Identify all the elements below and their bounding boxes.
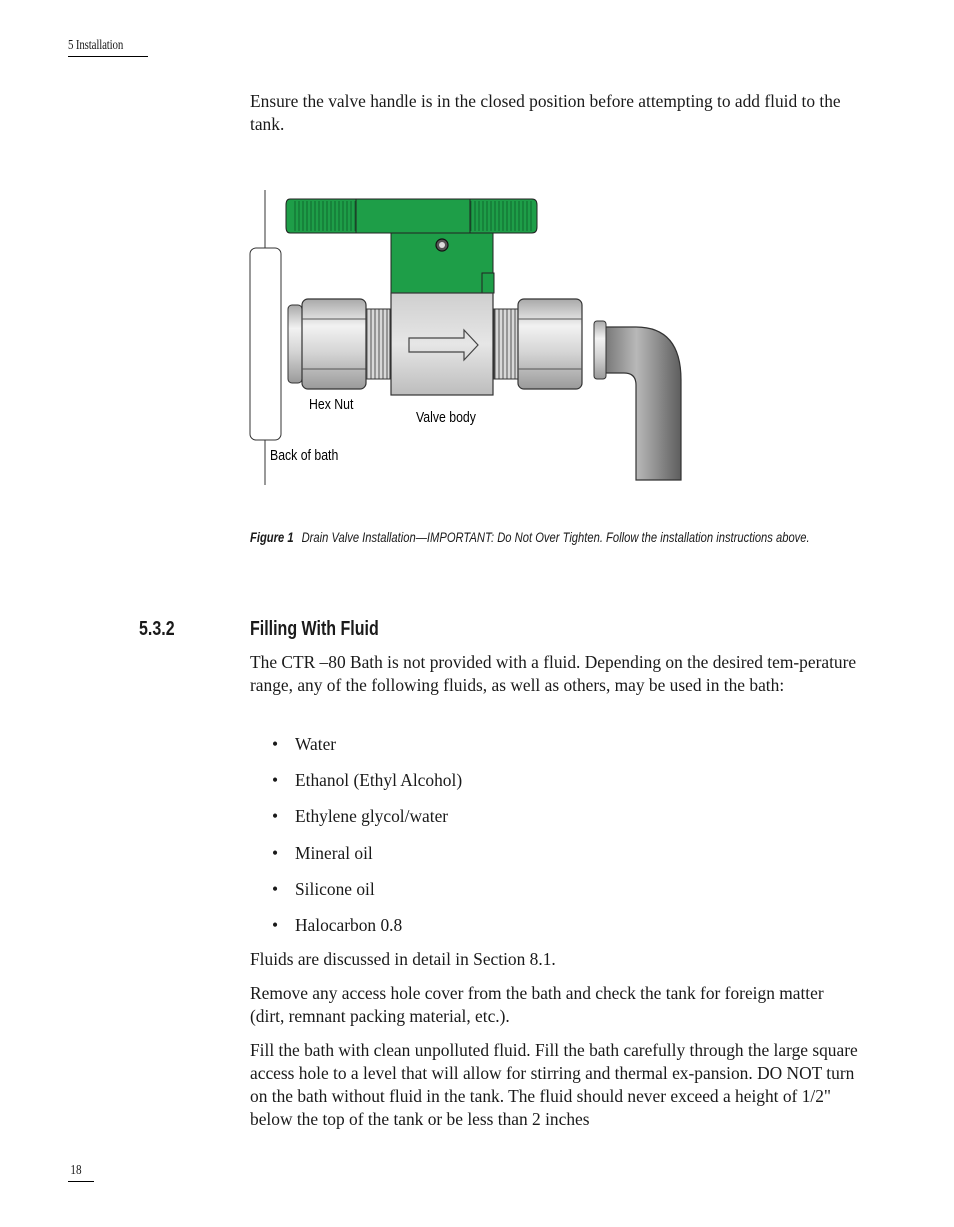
- section-title: [250, 617, 411, 641]
- bullet-icon: •: [272, 878, 279, 899]
- section-number-text: 5.3.2: [139, 618, 175, 640]
- list-item-text: Ethylene glycol/water: [295, 806, 449, 827]
- right-fitting: [494, 299, 582, 389]
- running-header: [68, 36, 148, 57]
- bullet-icon: •: [272, 842, 279, 863]
- list-item: [272, 842, 462, 878]
- fluid-list: [272, 733, 462, 950]
- left-fitting: [288, 299, 390, 389]
- valve-body: [391, 293, 493, 395]
- bullet-icon: •: [272, 806, 279, 827]
- bath-wall: [250, 190, 281, 485]
- header-section-tag: 5 Installation: [68, 38, 124, 53]
- list-item-text: Water: [295, 734, 337, 754]
- bullet-icon: •: [272, 734, 279, 754]
- caption-text: Drain Valve Installation—IMPORTANT: Do Not Over Tighten. Follow the installation instructions above.: [301, 529, 810, 545]
- list-item-text: Halocarbon 0.8: [295, 914, 403, 935]
- drain-pipe: [594, 321, 681, 480]
- bullet-icon: •: [272, 770, 279, 791]
- page-number-text: 18: [70, 1163, 82, 1178]
- page-number: [68, 1161, 94, 1182]
- list-item: [272, 769, 462, 805]
- fluids-reference-paragraph: Fluids are discussed in detail in Section 8.1.: [250, 949, 556, 969]
- list-item-text: Ethanol (Ethyl Alcohol): [295, 770, 463, 791]
- section-title-text: Filling With Fluid: [250, 618, 379, 640]
- figure-caption: [250, 526, 810, 548]
- list-item: [272, 733, 462, 769]
- bullet-icon: •: [272, 914, 279, 935]
- caption-label: Figure 1: [250, 529, 294, 545]
- intro-paragraph: Ensure the valve handle is in the closed position before attempting to add fluid to the tank.: [250, 91, 841, 134]
- list-item: [272, 805, 462, 841]
- list-item-text: Mineral oil: [295, 842, 373, 863]
- remove-cover-paragraph: Remove any access hole cover from the bath and check the tank for foreign matter (dirt, remnant packing material, etc.).: [250, 983, 824, 1026]
- list-item: [272, 878, 462, 914]
- list-item-text: Silicone oil: [295, 878, 375, 899]
- drain-valve-figure: [246, 185, 686, 490]
- list-item: [272, 914, 462, 950]
- label-valve-body: Valve body: [416, 408, 476, 426]
- fill-bath-paragraph: Fill the bath with clean unpolluted fluid. Fill the bath carefully through the large square access hole to a level that will allow for stirring and thermal ex-pansion. DO NOT turn on the bath without fluid in the tank. The fluid should never exceed a height of 1/2" below the top of the tank or be less than 2 inches: [250, 1040, 858, 1129]
- valve-handle: [286, 199, 537, 293]
- label-back-of-bath: Back of bath: [270, 446, 339, 464]
- label-hex-nut: Hex Nut: [309, 395, 354, 413]
- section-number: [139, 617, 183, 641]
- section-intro-paragraph: The CTR –80 Bath is not provided with a fluid. Depending on the desired tem-perature range, any of the following fluids, as well as others, may be used in the bath:: [250, 652, 857, 695]
